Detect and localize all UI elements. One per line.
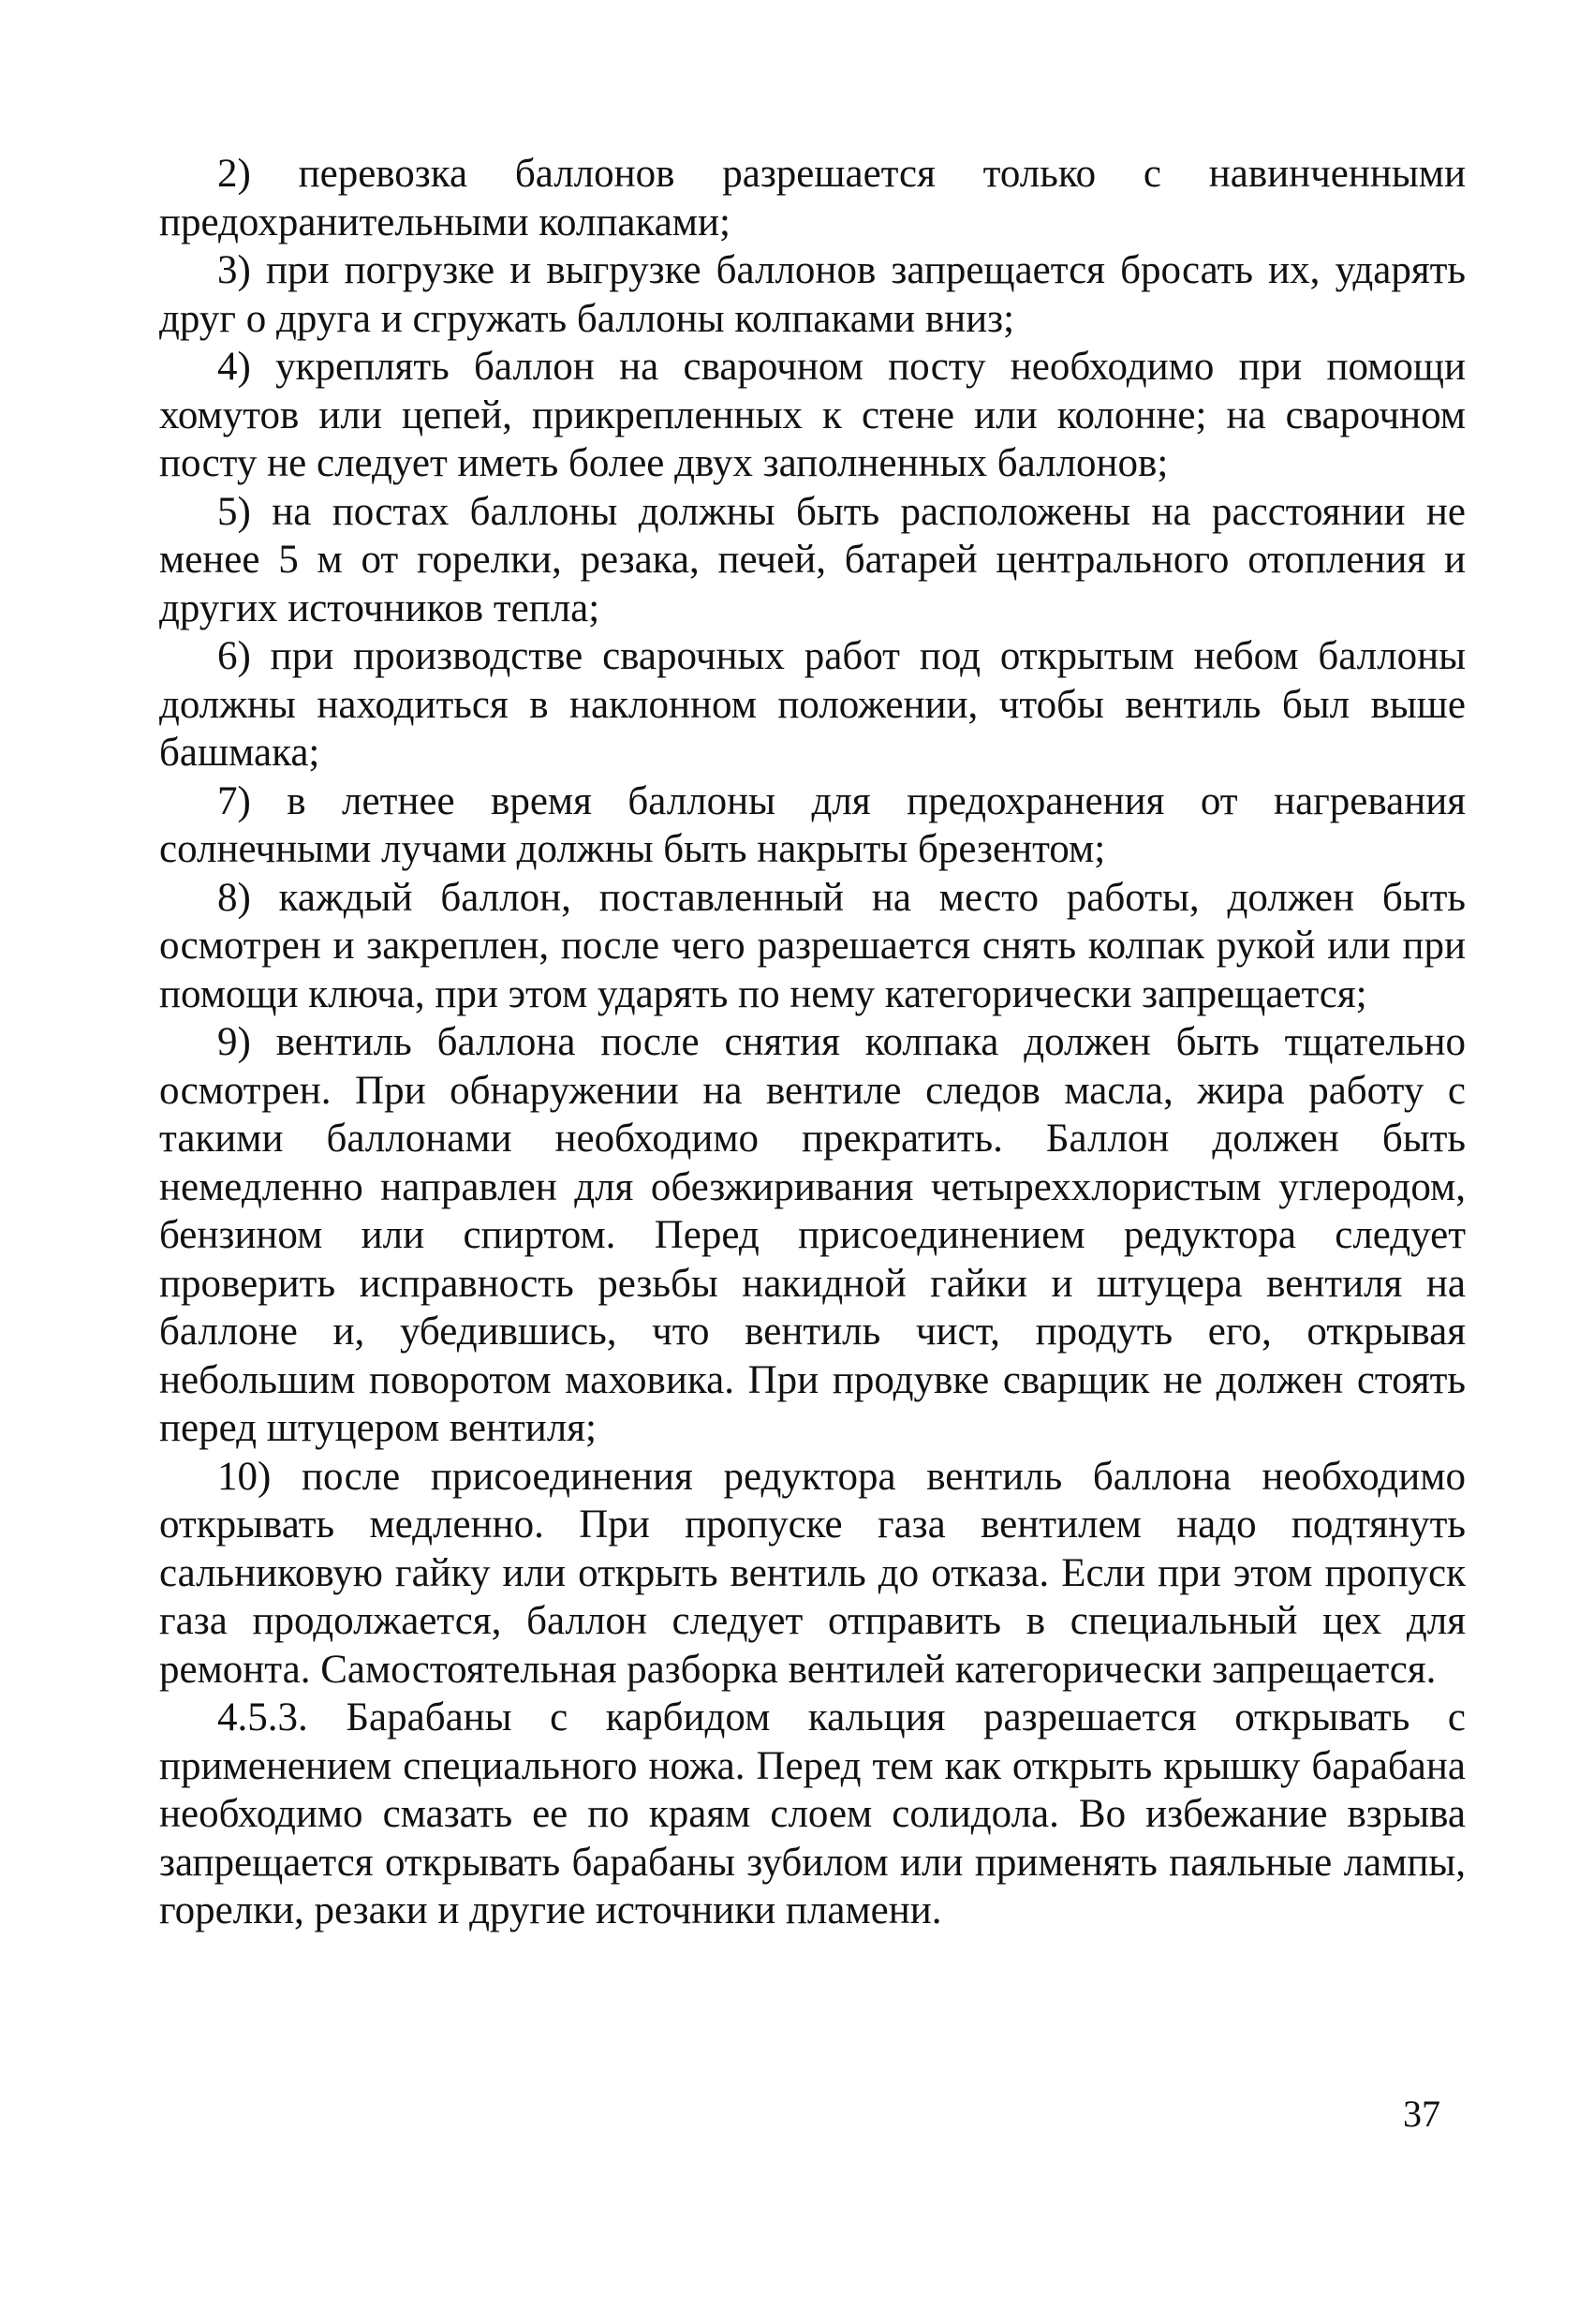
paragraph-item-7: 7) в летнее время баллоны для предохранения от нагревания солнечными лучами должны быть накрыты брезентом; — [159, 778, 1466, 871]
paragraph-item-2: 2) перевозка баллонов разрешается только с навинченными предохранительными колпаками; — [159, 152, 1466, 244]
paragraph-item-3: 3) при погрузке и выгрузке баллонов запрещается бросать их, ударять друг о друга и сгружать баллоны колпаками вниз; — [159, 248, 1466, 341]
paragraph-item-9: 9) вентиль баллона после снятия колпака должен быть тщательно осмотрен. При обнаружении на вентиле следов масла, жира работу с такими баллонами необходимо прекратить. Баллон должен быть немедленно направлен для обезжиривания четыреххлористым углеродом, бензином или спиртом. Перед присоединением редуктора следует проверить исправность резьбы накидной гайки и штуцера вентиля на баллоне и, убедившись, что вентиль чист, продуть его, открывая небольшим поворотом маховика. При продувке сварщик не должен стоять перед штуцером вентиля; — [159, 1020, 1466, 1450]
page-body — [159, 150, 1466, 1935]
paragraph-item-5: 5) на постах баллоны должны быть расположены на расстоянии не менее 5 м от горелки, резака, печей, батарей центрального отопления и других источников тепла; — [159, 489, 1466, 630]
paragraph-item-6: 6) при производстве сварочных работ под открытым небом баллоны должны находиться в наклонном положении, чтобы вентиль был выше башмака; — [159, 634, 1466, 775]
paragraph-item-4: 4) укреплять баллон на сварочном посту необходимо при помощи хомутов или цепей, прикрепленных к стене или колонне; на сварочном посту не следует иметь более двух заполненных баллонов; — [159, 345, 1466, 485]
paragraph-section-4-5-3: 4.5.3. Барабаны с карбидом кальция разрешается открывать с применением специального ножа. Перед тем как открыть крышку барабана необходимо смазать ее по краям слоем солидола. Во избежание взрыва запрещается открывать барабаны зубилом или применять паяльные лампы, горелки, резаки и другие источники пламени. — [159, 1695, 1466, 1932]
paragraph-item-8: 8) каждый баллон, поставленный на место работы, должен быть осмотрен и закреплен, после чего разрешается снять колпак рукой или при помощи ключа, при этом ударять по нему категорически запрещается; — [159, 875, 1466, 1016]
page-number: 37 — [1403, 2093, 1440, 2135]
paragraph-item-10: 10) после присоединения редуктора вентиль баллона необходимо открывать медленно. При пропуске газа вентилем надо подтянуть сальниковую гайку или открыть вентиль до отказа. Если при этом пропуск газа продолжается, баллон следует отправить в специальный цех для ремонта. Самостоятельная разборка вентилей категорически запрещается. — [159, 1454, 1466, 1692]
